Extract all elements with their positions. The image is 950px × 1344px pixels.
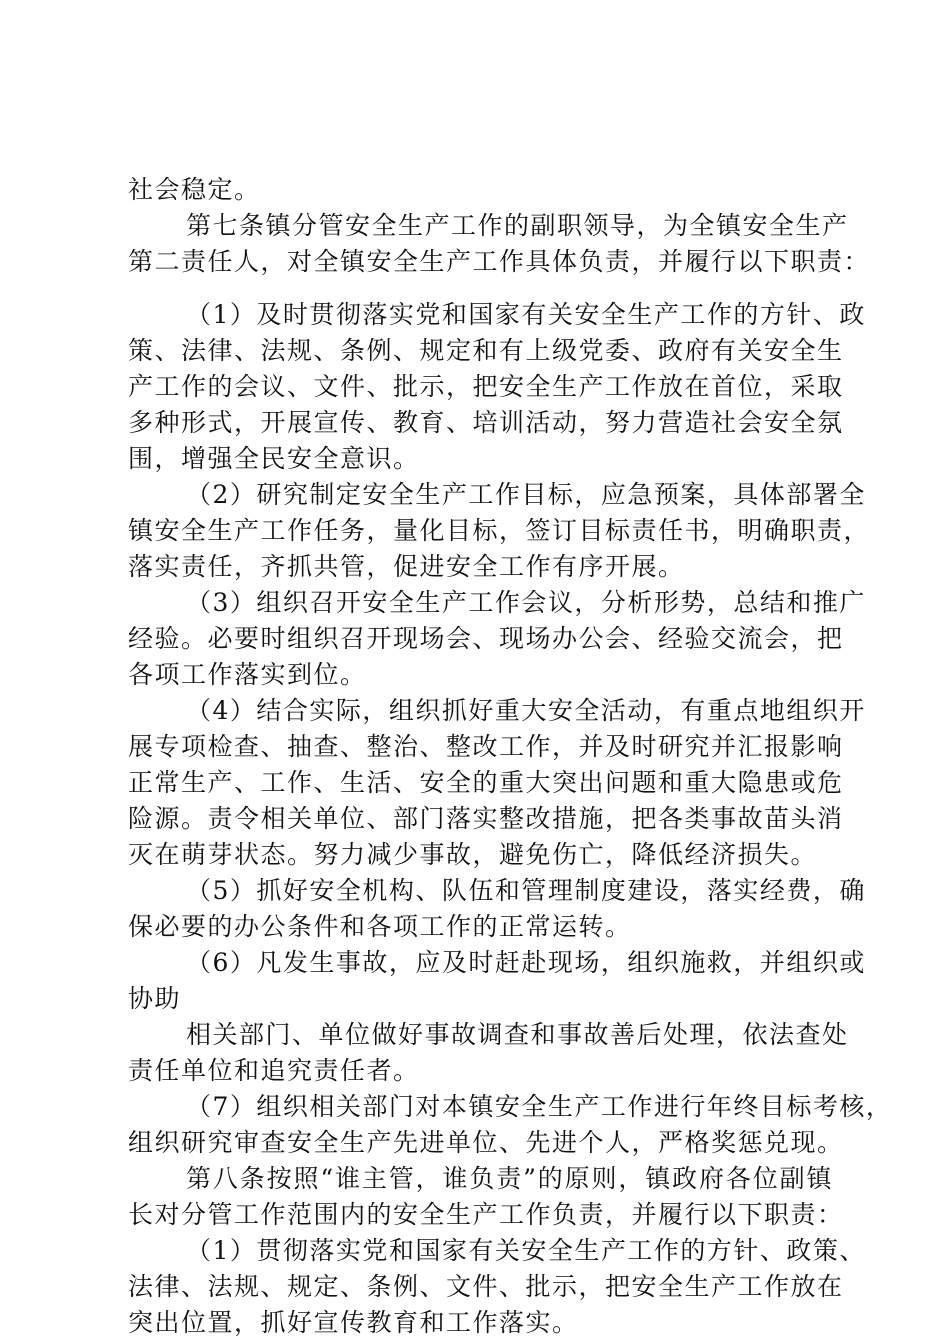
- text-line: 展专项检查、抽查、整治、整改工作，并及时研究并汇报影响: [128, 732, 844, 761]
- text-line: 落实责任，齐抓共管，促进安全工作有序开展。: [128, 552, 685, 581]
- article-heading-line: 第七条镇分管安全生产工作的副职领导，为全镇安全生产: [186, 211, 849, 240]
- text-line: 策、法律、法规、条例、规定和有上级党委、政府有关安全生: [128, 336, 844, 365]
- clause-line: （7）组织相关部门对本镇安全生产工作进行年终目标考核，: [186, 1092, 893, 1121]
- text-line: 围，增强全民安全意识。: [128, 444, 420, 473]
- text-line: 经验。必要时组织召开现场会、现场办公会、经验交流会，把: [128, 624, 844, 653]
- text-line: 相关部门、单位做好事故调查和事故善后处理，依法查处: [186, 1020, 849, 1049]
- text-line: 社会稳定。: [128, 175, 261, 204]
- clause-line: （2）研究制定安全生产工作目标，应急预案，具体部署全: [186, 480, 866, 509]
- text-line: 保必要的办公条件和各项工作的正常运转。: [128, 912, 632, 941]
- text-line: 责任单位和追究责任者。: [128, 1056, 420, 1085]
- text-line: 突出位置，抓好宣传教育和工作落实。: [128, 1308, 579, 1337]
- clause-line: （1）贯彻落实党和国家有关安全生产工作的方针、政策、: [186, 1236, 866, 1265]
- text-line: 正常生产、工作、生活、安全的重大突出问题和重大隐患或危: [128, 768, 844, 797]
- text-line: 长对分管工作范围内的安全生产工作负责，并履行以下职责：: [128, 1200, 844, 1229]
- text-line: 协助: [128, 984, 182, 1013]
- clause-line: （3）组织召开安全生产工作会议，分析形势，总结和推广: [186, 588, 866, 617]
- text-line: 组织研究审查安全生产先进单位、先进个人，严格奖惩兑现。: [128, 1128, 844, 1157]
- text-line: 法律、法规、规定、条例、文件、批示，把安全生产工作放在: [128, 1272, 844, 1301]
- clause-line: （1）及时贯彻落实党和国家有关安全生产工作的方针、政: [186, 300, 866, 329]
- clause-line: （6）凡发生事故，应及时赶赴现场，组织施救，并组织或: [186, 948, 866, 977]
- clause-line: （4）结合实际，组织抓好重大安全活动，有重点地组织开: [186, 696, 866, 725]
- article-heading-line: 第八条按照“谁主管，谁负责”的原则，镇政府各位副镇: [186, 1164, 833, 1193]
- text-line: 灭在萌芽状态。努力减少事故，避免伤亡，降低经济损失。: [128, 840, 818, 869]
- text-line: 第二责任人，对全镇安全生产工作具体负责，并履行以下职责：: [128, 247, 871, 276]
- text-line: 各项工作落实到位。: [128, 660, 367, 689]
- clause-line: （5）抓好安全机构、队伍和管理制度建设，落实经费，确: [186, 876, 866, 905]
- text-line: 镇安全生产工作任务，量化目标，签订目标责任书，明确职责，: [128, 516, 871, 545]
- text-line: 险源。责令相关单位、部门落实整改措施，把各类事故苗头消: [128, 804, 844, 833]
- text-line: 多种形式，开展宣传、教育、培训活动，努力营造社会安全氛: [128, 408, 844, 437]
- text-line: 产工作的会议、文件、批示，把安全生产工作放在首位，采取: [128, 372, 844, 401]
